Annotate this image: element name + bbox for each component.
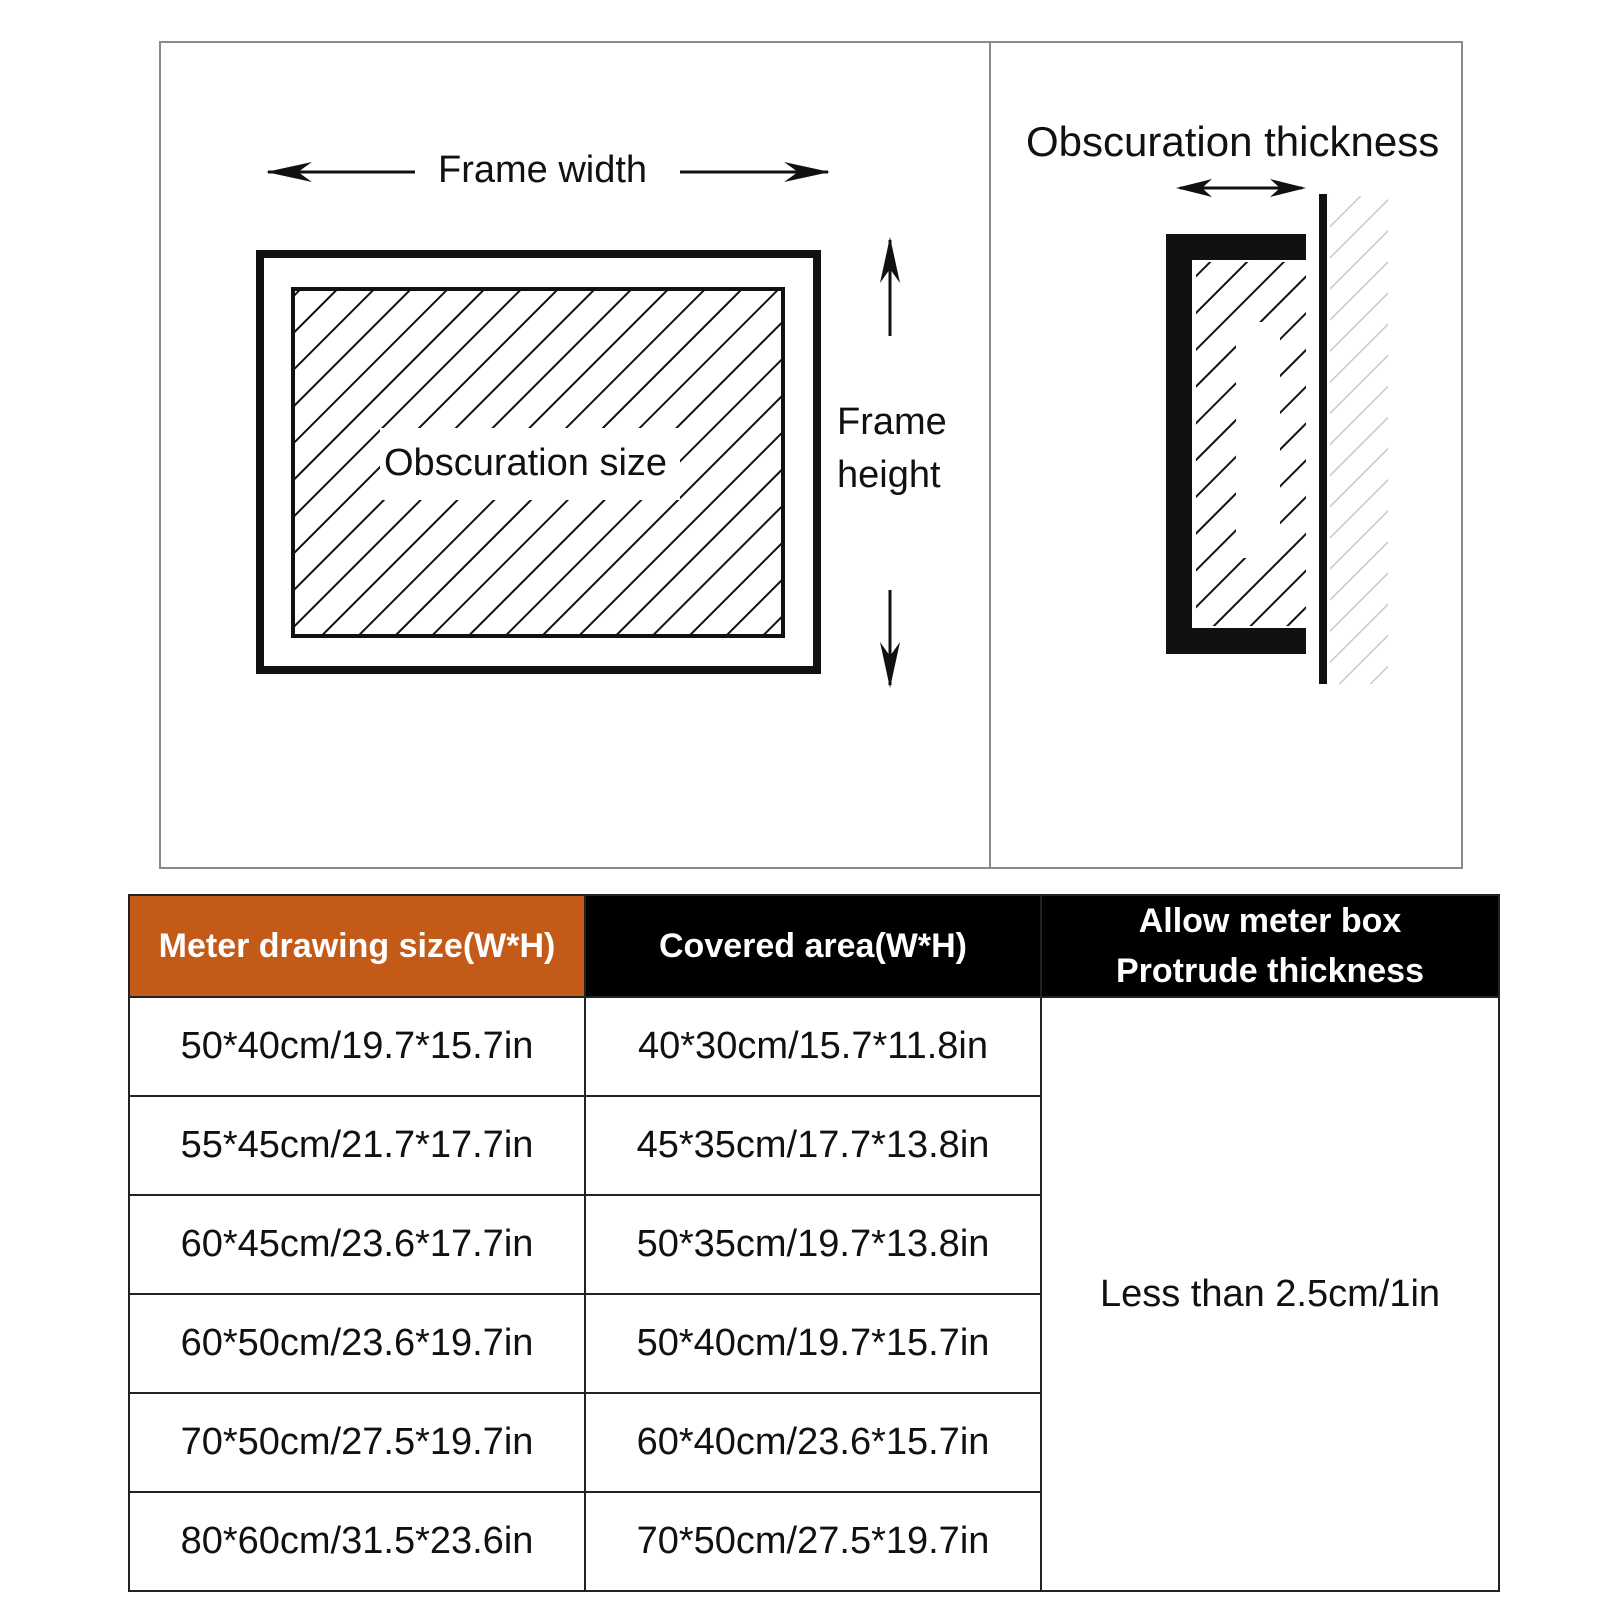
covered-area-cell: 70*50cm/27.5*19.7in	[585, 1492, 1041, 1591]
meter-size-cell: 60*50cm/23.6*19.7in	[129, 1294, 585, 1393]
obscuration-size-label: Obscuration size	[384, 442, 668, 484]
covered-area-cell: 40*30cm/15.7*11.8in	[585, 997, 1041, 1096]
wall-hatch	[1330, 196, 1388, 684]
thickness-note-cell: Less than 2.5cm/1in	[1041, 997, 1499, 1591]
header-covered-area: Covered area(W*H)	[585, 895, 1041, 997]
header-protrude-line2: Protrude thickness	[1116, 952, 1424, 990]
frame-width-label: Frame width	[438, 149, 648, 191]
meter-size-cell: 50*40cm/19.7*15.7in	[129, 997, 585, 1096]
meter-size-cell: 80*60cm/31.5*23.6in	[129, 1492, 585, 1591]
covered-area-cell: 45*35cm/17.7*13.8in	[585, 1096, 1041, 1195]
table-row	[129, 997, 1499, 1096]
covered-area-cell: 60*40cm/23.6*15.7in	[585, 1393, 1041, 1492]
frame-height-label-line2: height	[837, 454, 941, 496]
meter-size-cell: 70*50cm/27.5*19.7in	[129, 1393, 585, 1492]
header-protrude-line1: Allow meter box	[1138, 902, 1402, 940]
meter-size-cell: 55*45cm/21.7*17.7in	[129, 1096, 585, 1195]
cover-box-gap	[1236, 322, 1280, 558]
obscuration-thickness-arrow	[1176, 179, 1306, 197]
covered-area-cell: 50*40cm/19.7*15.7in	[585, 1294, 1041, 1393]
header-protrude-thickness	[1041, 895, 1499, 997]
obscuration-thickness-label: Obscuration thickness	[1026, 118, 1440, 165]
size-spec-table	[128, 894, 1500, 1592]
header-meter-drawing-size: Meter drawing size(W*H)	[129, 895, 585, 997]
table-header-row	[129, 895, 1499, 997]
covered-area-cell: 50*35cm/19.7*13.8in	[585, 1195, 1041, 1294]
meter-size-cell: 60*45cm/23.6*17.7in	[129, 1195, 585, 1294]
frame-height-label-line1: Frame	[837, 401, 947, 443]
